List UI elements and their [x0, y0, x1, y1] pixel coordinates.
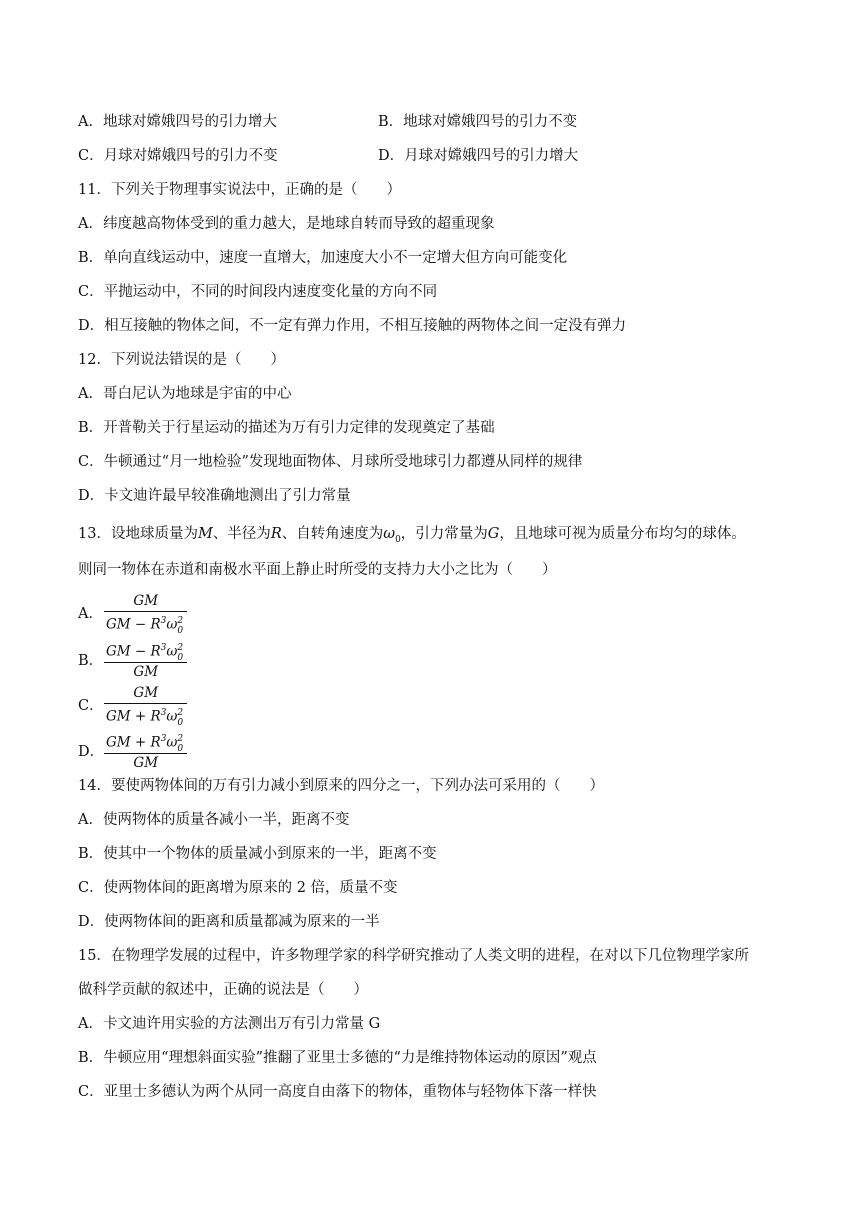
expr-part: ω	[166, 616, 178, 633]
fraction	[104, 592, 187, 635]
fraction-numerator: GM	[133, 593, 159, 609]
q10-option-d: D．月球对嫦娥四号的引力增大	[378, 148, 579, 164]
q15-stem-line1: 15．在物理学发展的过程中，许多物理学家的科学研究推动了人类文明的进程，在对以下几位物理学家所	[78, 948, 749, 964]
expr-part: GM − R	[106, 643, 161, 660]
subscript: 0	[177, 625, 184, 636]
q11-option-d: D．相互接触的物体之间，不一定有弹力作用，不相互接触的两物体之间一定没有弹力	[78, 318, 627, 334]
q14-option-a: A．使两物体的质量各减小一半，距离不变	[78, 812, 350, 828]
q13-stem-part: 13．设地球质量为	[78, 526, 198, 542]
q13-option-label: C．	[78, 698, 104, 714]
q12-option-b: B．开普勒关于行星运动的描述为万有引力定律的发现奠定了基础	[78, 420, 495, 436]
expr-part: GM − R	[106, 616, 161, 633]
exponent: 2	[177, 642, 184, 653]
fraction-denominator	[104, 612, 187, 635]
q11-stem: 11．下列关于物理事实说法中，正确的是（ ）	[78, 182, 401, 198]
exponent: 3	[160, 734, 167, 744]
q14-option-d: D．使两物体间的距离和质量都减为原来的一半	[78, 914, 380, 930]
q15-stem-line2: 做科学贡献的叙述中，正确的说法是（ ）	[78, 982, 368, 998]
q13-var-m: M	[197, 526, 213, 542]
q11-option-b: B．单向直线运动中，速度一直增大，加速度大小不一定增大但方向可能变化	[78, 250, 568, 266]
expr-part: GM + R	[106, 734, 161, 751]
q13-omega-sub: 0	[395, 534, 401, 545]
q11-option-c: C．平抛运动中，不同的时间段内速度变化量的方向不同	[78, 284, 438, 300]
expr-part: GM + R	[106, 708, 161, 725]
exponent: 2	[177, 733, 184, 744]
subscript: 0	[177, 652, 184, 663]
q10-option-b: B．地球对嫦娥四号的引力不变	[378, 114, 578, 130]
q14-option-c: C．使两物体间的距离增为原来的 2 倍，质量不变	[78, 880, 398, 896]
q13-stem-line1	[78, 524, 746, 550]
q12-option-a: A．哥白尼认为地球是宇宙的中心	[78, 386, 292, 402]
q15-option-b: B．牛顿应用“理想斜面实验”推翻了亚里士多德的“力是维持物体运动的原因”观点	[78, 1050, 597, 1066]
q13-var-g: G	[487, 526, 500, 542]
q13-var-omega: ω	[383, 526, 396, 542]
q12-option-d: D．卡文迪许最早较准确地测出了引力常量	[78, 488, 351, 504]
fraction-numerator: GM	[133, 685, 159, 701]
q14-option-b: B．使其中一个物体的质量减小到原来的一半，距离不变	[78, 846, 437, 862]
q15-option-a: A．卡文迪许用实验的方法测出万有引力常量 G	[78, 1016, 381, 1032]
fraction-numerator	[104, 639, 187, 662]
q13-stem-part: ，且地球可视为质量分布均匀的球体。	[499, 526, 746, 542]
q13-var-r: R	[270, 526, 282, 542]
fraction-denominator: GM	[133, 663, 159, 680]
expr-part: ω	[166, 643, 178, 660]
q11-option-a: A．纬度越高物体受到的重力越大，是地球自转而导致的超重现象	[78, 216, 495, 232]
q14-stem: 14．要使两物体间的万有引力减小到原来的四分之一，下列办法可采用的（ ）	[78, 778, 604, 794]
q12-option-c: C．牛顿通过“月一地检验”发现地面物体、月球所受地球引力都遵从同样的规律	[78, 454, 583, 470]
exponent: 3	[160, 616, 167, 626]
expr-part: ω	[166, 708, 178, 725]
subscript: 0	[177, 717, 184, 728]
q13-stem-part: 、自转角速度为	[281, 526, 384, 542]
fraction	[104, 730, 187, 773]
q13-option-label: A．	[78, 606, 103, 622]
fraction-denominator: GM	[133, 754, 159, 771]
q13-stem-part: 、半径为	[212, 526, 271, 542]
fraction-numerator	[104, 730, 187, 753]
q12-stem: 12．下列说法错误的是（ ）	[78, 352, 285, 368]
expr-part: ω	[166, 734, 178, 751]
fraction	[104, 684, 187, 727]
fraction	[104, 639, 187, 682]
q13-stem-line2: 则同一物体在赤道和南极水平面上静止时所受的支持力大小之比为（ ）	[78, 562, 557, 578]
q10-option-c: C．月球对嫦娥四号的引力不变	[78, 148, 278, 164]
subscript: 0	[177, 743, 184, 754]
exponent: 2	[177, 707, 184, 718]
q13-stem-part: ，引力常量为	[400, 526, 488, 542]
q13-option-label: B．	[78, 653, 104, 669]
q13-option-label: D．	[78, 744, 105, 760]
exponent: 3	[160, 708, 167, 718]
exponent: 2	[177, 615, 184, 626]
q15-option-c: C．亚里士多德认为两个从同一高度自由落下的物体，重物体与轻物体下落一样快	[78, 1084, 597, 1100]
exponent: 3	[160, 643, 167, 653]
q10-option-a: A．地球对嫦娥四号的引力增大	[78, 114, 277, 130]
fraction-denominator	[104, 704, 187, 727]
